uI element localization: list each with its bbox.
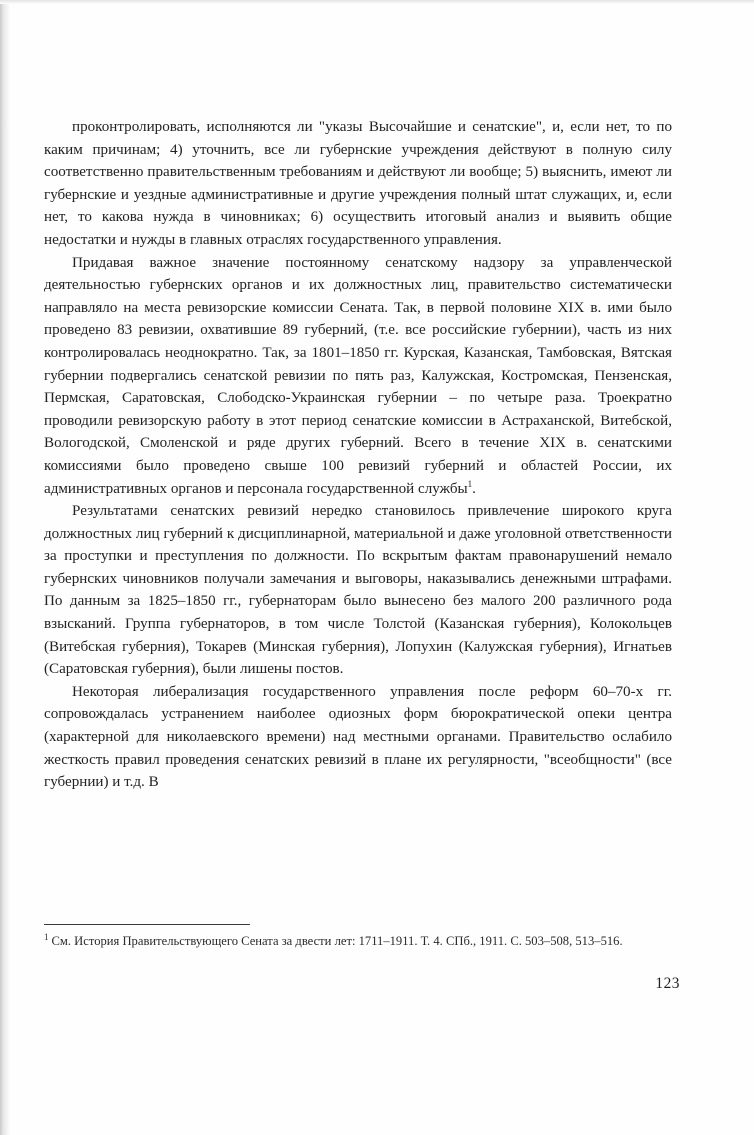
footnote-body: См. История Правительствующего Сената за двести лет: 1711–1911. Т. 4. СПб., 1911. С. 503–508, 513–516. [51,934,623,948]
paragraph-2-text: Придавая важное значение постоянному сенатскому надзору за управленческой деятельностью губернских органов и их должностных лиц, правительство систематически направляло на места ревизорские комиссии Сената. Так, в первой половине XIX в. ими было проведено 83 ревизии, охватившие 89 губерний, (т.е. все российские губернии), часть из них контролировалась неоднократно. Так, за 1801–1850 гг. Курская, Казанская, Тамбовская, Вятская губернии подвергались сенатской ревизии по пять раз, Калужская, Костромская, Пензенская, Пермская, Саратовская, Слободско-Украинская губернии – по четыре раза. Троекратно проводили ревизорскую работу в этот период сенатские комиссии в Астраханской, Витебской, Вологодской, Смоленской и ряде других губерний. Всего в течение XIX в. сенатскими комиссиями было проведено свыше 100 ревизий губерний и областей России, их административных органов и персонала государственной службы [44,254,672,497]
footnote-text [44,932,672,950]
footnote-marker: 1 [44,931,49,942]
paragraph-1: проконтролировать, исполняются ли "указы Высочайшие и сенатские", и, если нет, то по каким причинам; 4) уточнить, все ли губернские учреждения действуют в полную силу соответственно правительственным требованиям и действуют ли вообще; 5) выяснить, имеют ли губернские и уездные административные и другие учреждения полный штат служащих, и, если нет, то какова нужда в чиновниках; 6) осуществить итоговый анализ и выявить общие недостатки и нужды в главных отраслях государственного управления. [44,119,672,248]
footnote-separator [44,924,250,925]
scan-edge-top-shadow [0,0,754,4]
paragraph-4: Некоторая либерализация государственного управления после реформ 60–70-х гг. сопровождалась устранением наиболее одиозных форм бюрократической опеки центра (характерной для николаевского времени) над местными органами. Правительство ослабило жесткость правил проведения сенатских ревизий в плане их регулярности, "всеобщности" (все губернии) и т.д. В [44,683,672,791]
footnote-reference[interactable]: 1 [467,478,473,489]
scan-edge-shadow [0,0,10,1135]
page-body-text [44,116,672,794]
page-number: 123 [655,975,680,992]
paragraph-3: Результатами сенатских ревизий нередко становилось привлечение широкого круга должностных лиц губерний к дисциплинарной, материальной и даже уголовной ответственности за проступки и преступления по должности. По вскрытым фактам правонарушений немало губернских чиновников получали замечания и выговоры, наказывались денежными штрафами. По данным за 1825–1850 гг., губернаторам было вынесено без малого 200 различного рода взысканий. Группа губернаторов, в том числе Толстой (Казанская губерния), Колокольцев (Витебская губерния), Токарев (Минская губерния), Лопухин (Калужская губерния), Игнатьев (Саратовская губерния), были лишены постов. [44,503,672,678]
paragraph-2: Придавая важное значение постоянному сенатскому надзору за управленческой деятельностью губернских органов и их должностных лиц, правительство систематически направляло на места ревизорские комиссии Сената. Так, в первой половине XIX в. ими было проведено 83 ревизии, охватившие 89 губерний, (т.е. все российские губернии), часть из них контролировалась неоднократно. Так, за 1801–1850 гг. Курская, Казанская, Тамбовская, Вятская губернии подвергались сенатской ревизии по пять раз, Калужская, Костромская, Пензенская, Пермская, Саратовская, Слободско-Украинская губернии – по четыре раза. Троекратно проводили ревизорскую работу в этот период сенатские комиссии в Астраханской, Витебской, Вологодской, Смоленской и ряде других губерний. Всего в течение XIX в. сенатскими комиссиями было проведено свыше 100 ревизий губерний и областей России, их административных органов и персонала государственной службы$^1$. [44,254,672,497]
